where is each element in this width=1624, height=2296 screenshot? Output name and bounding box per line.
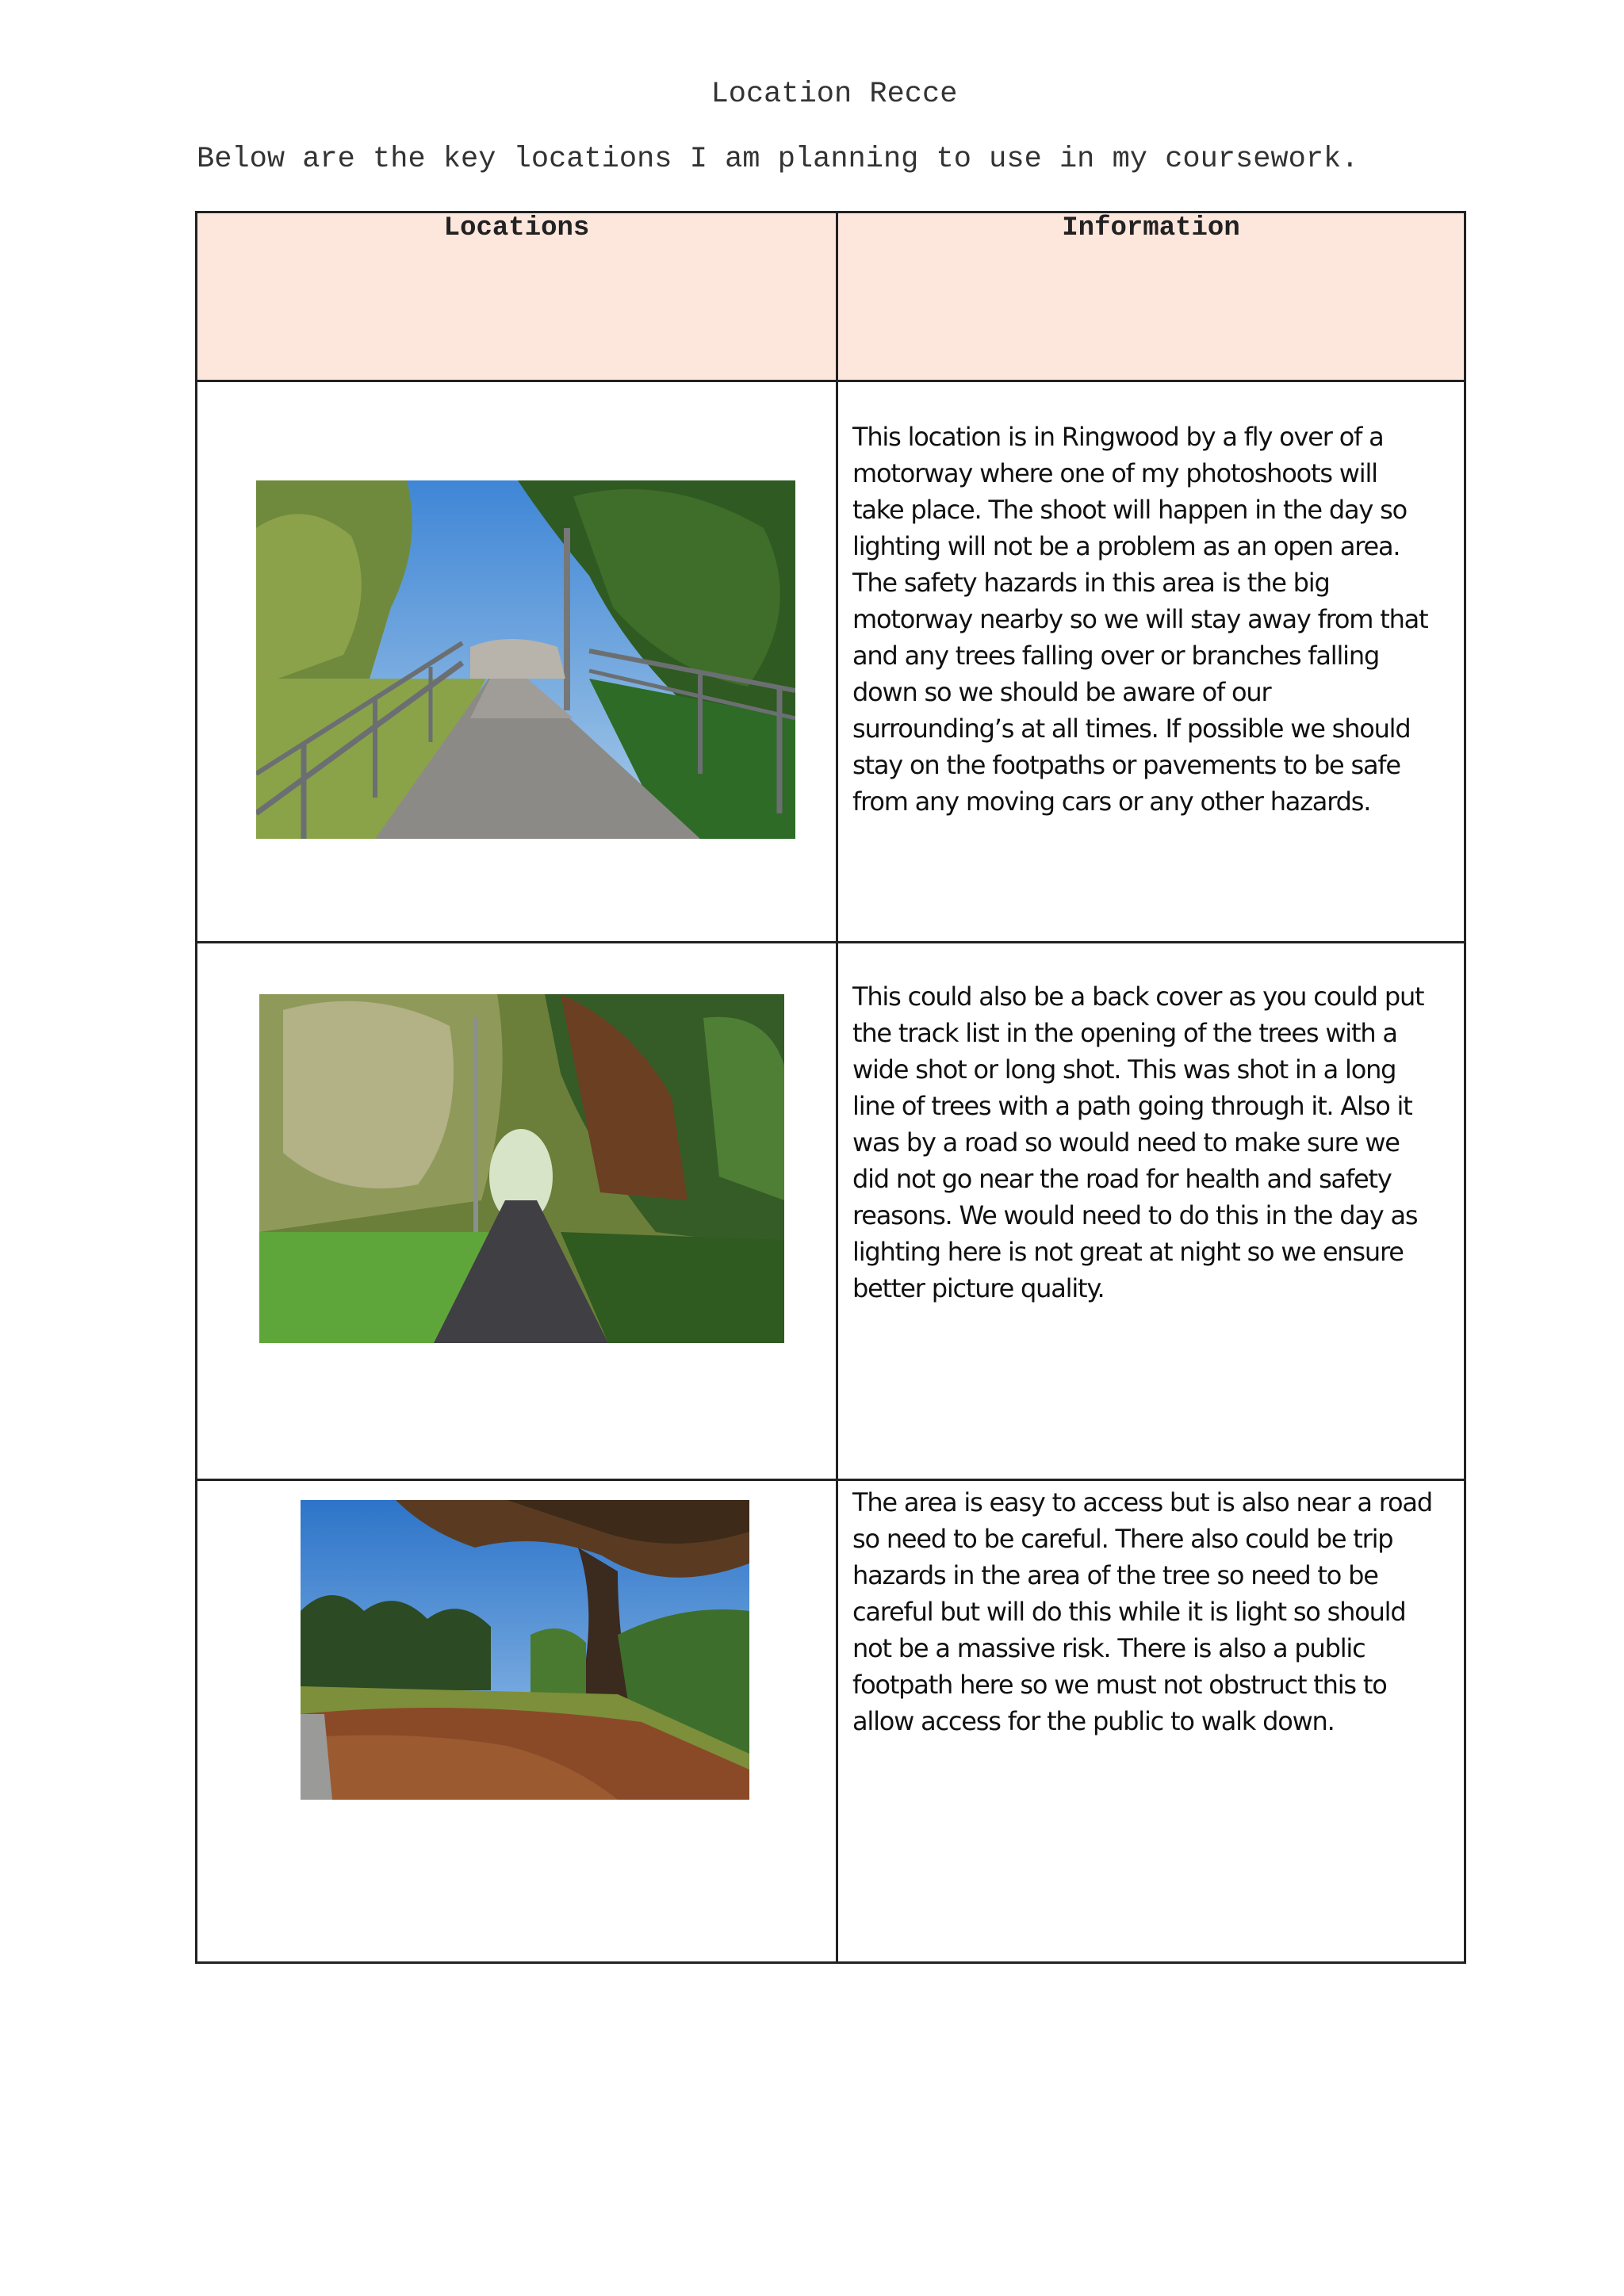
information-cell: [837, 943, 1465, 1480]
table-row: [197, 381, 1465, 943]
location-image-cell: [197, 381, 837, 943]
footbridge-path-photo: [256, 480, 795, 839]
table-row: [197, 1480, 1465, 1963]
large-tree-leaves-photo: [301, 1500, 749, 1800]
location-image-cell: [197, 1480, 837, 1963]
location-table: [195, 211, 1466, 1964]
intro-text: Below are the key locations I am planning to use in my coursework.: [197, 143, 1359, 176]
tree-tunnel-path-photo: [259, 994, 784, 1343]
table-header-row: [197, 212, 1465, 381]
location-2-info: This could also be a back cover as you could put the track list in the opening of the trees with a wide shot or long shot. This was shot in a long line of trees with a path going through it. Also it was by a road so would need to make sure we did not go near the road for health and safety reasons. We would need to do this in the day as lighting here is not great at night so we ensure better picture quality.: [852, 982, 1424, 1303]
location-1-info: This location is in Ringwood by a fly over of a motorway where one of my photoshoots will take place. The shoot will happen in the day so lighting will not be a problem as an open area. The safety hazards in this area is the big motorway nearby so we will stay away from that and any trees falling over or branches falling down so we should be aware of our surrounding’s at all times. If possible we should stay on the footpaths or pavements to be safe from any moving cars or any other hazards.: [852, 422, 1428, 817]
table-row: [197, 943, 1465, 1480]
document-title: Location Recce: [710, 78, 958, 111]
information-cell: [837, 381, 1465, 943]
location-3-info: The area is easy to access but is also near a road so need to be careful. There also could be trip hazards in the area of the tree so need to be careful but will do this while it is light so should not be a massive risk. There is also a public footpath here so we must not obstruct this to allow access for the public to walk down.: [852, 1487, 1432, 1736]
information-cell: [837, 1480, 1465, 1963]
location-image-cell: [197, 943, 837, 1480]
header-information: Information: [837, 212, 1465, 381]
header-locations: Locations: [197, 212, 837, 381]
